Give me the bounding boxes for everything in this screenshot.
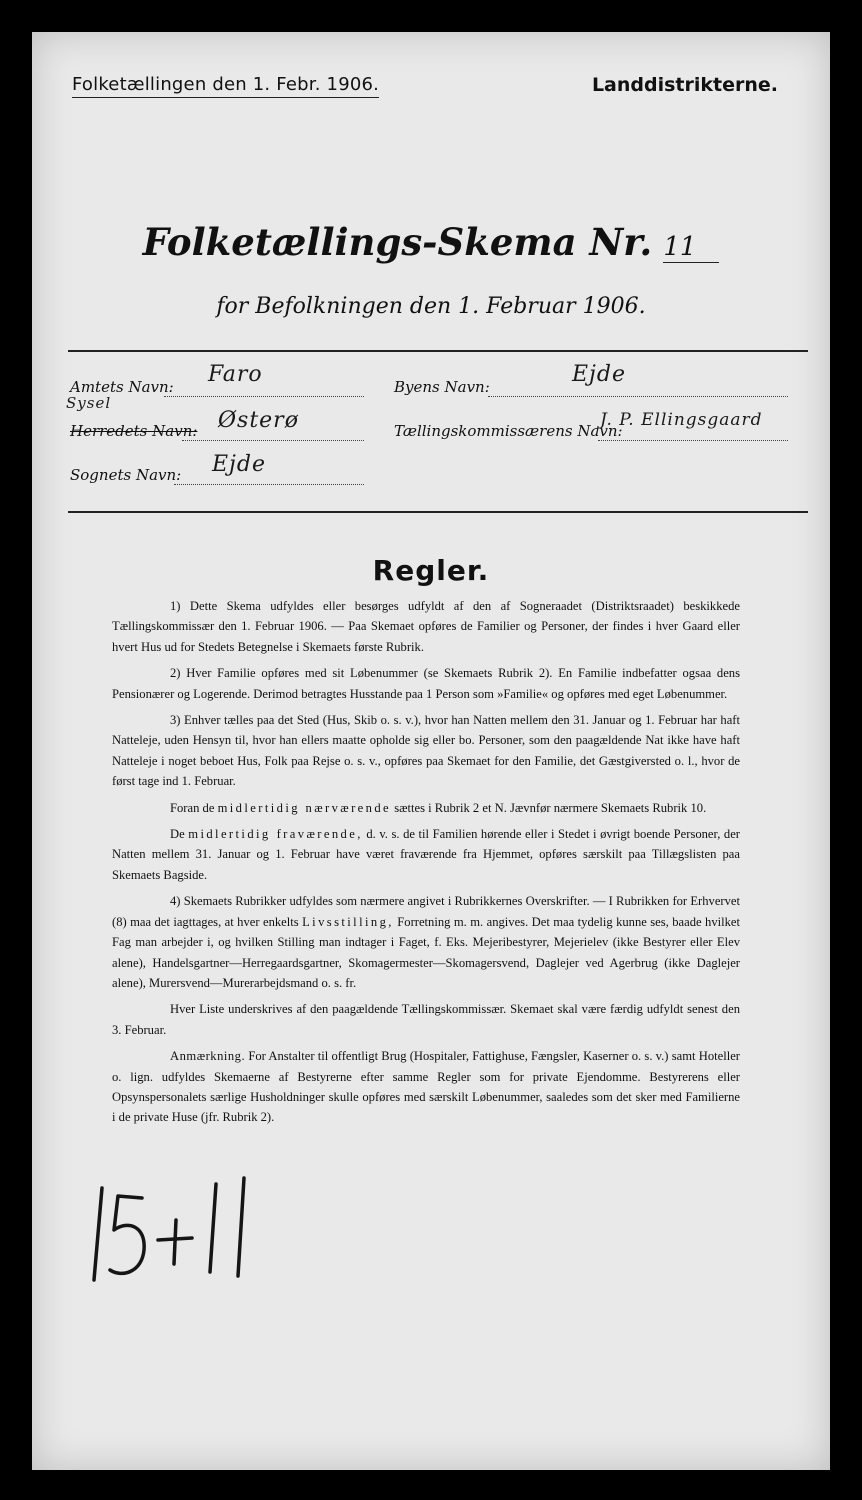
- rule-3-note-absent: [112, 824, 740, 885]
- rule-3: 3) Enhver tælles paa det Sted (Hus, Skib o. s. v.), hvor han Natten mellem den 31. Januar og 1. Februar har haft Natteleje, uden Hensyn til, hvor han ellers maatte opholde sig eller bo. Personer, som den paagældende Nat ikke have haft Natteleje i noget beboet Hus, Folk paa Rejse o. s. v., opføres paa Skemaet for den Familie, det Gæstgiversted o. l., hvor de først tage ind 1. Februar.: [112, 713, 740, 789]
- rules-text: [112, 596, 740, 1134]
- rule-2: 2) Hver Familie opføres med sit Løbenummer (se Skemaets Rubrik 2). En Familie indbefatter ogsaa dens Pensionærer og Logerende. Derimod betragtes Husstande paa 1 Person som »Familie« og opføres med eget Løbenummer.: [112, 666, 740, 701]
- herred-value: Østerø: [218, 408, 299, 433]
- rules-note-lead: Anmærkning.: [170, 1049, 246, 1064]
- amt-label: Amtets Navn:: [70, 378, 174, 396]
- handwritten-number-mark: [88, 1168, 288, 1288]
- amt-field[interactable]: [164, 376, 364, 397]
- rules-note: [112, 1046, 740, 1128]
- district-type-header: Landdistrikterne.: [591, 74, 778, 96]
- rule-4-a: 4) Skemaets Rubrikker udfyldes som nærmere angivet i Rubrikkernes Overskrifter. — I Rubrikken for Erhvervet (8) maa det iagttages, at hver enkelts: [112, 894, 740, 929]
- schema-number-field[interactable]: 11: [663, 232, 719, 263]
- rule-4-spaced: Livsstilling,: [302, 914, 394, 929]
- by-value: Ejde: [572, 362, 626, 387]
- rule-3-note-present-a: Foran de: [170, 800, 215, 815]
- amt-value: Faro: [208, 362, 263, 387]
- rule-4-b: Forretning m. m. angives. Det maa tydelig kunne ses, baade hvilket Fag man arbejder i, og hvilken Stilling man indtager i Faget, f. Eks. Mejeribestyrer, Mejerielev (ikke Bestyrer eller Elev alene), Handelsgartner—Herregaardsgartner, Skomagermester—Skomagersvend, Daglejer ved Agerbrug (ikke Daglejer alene), Murersvend—Murerarbejdsmand o. s. fr.: [112, 914, 741, 990]
- sogn-value: Ejde: [212, 452, 266, 477]
- rule-3-note-absent-b: d. v. s. de til Familien hørende eller i Stedet i øvrigt boende Personer, der Natten mellem 31. Januar og 1. Februar have været fraværende fra Hjemmet, opføres særskilt paa Tillægslisten paa Skemaets Bagside.: [112, 827, 740, 882]
- rule-3-note-absent-spaced: midlertidig fraværende,: [188, 827, 363, 842]
- kommissaer-label: Tællingskommissærens Navn:: [394, 422, 623, 440]
- form-title: Folketællings-Skema Nr.: [142, 220, 653, 264]
- rule-3-note-present-b: sættes i Rubrik 2 et N. Jævnfør nærmere Skemaets Rubrik 10.: [394, 800, 707, 815]
- rules-note-text: For Anstalter til offentligt Brug (Hospitaler, Fattighuse, Fængsler, Kaserner o. s. v.) samt Hoteller o. lign. udfyldes Skemaerne af Bestyrerne efter samme Regler som for private Ejendomme. Bestyrerens eller Opsynspersonalets særlige Husholdninger skulle opføres med særskilt Løbenummer, saaledes som det sker med Familierne i de private Huse (jfr. Rubrik 2).: [112, 1049, 740, 1125]
- rule-4: [112, 891, 740, 993]
- census-date-header: Folketællingen den 1. Febr. 1906.: [72, 74, 379, 98]
- rules-title: Regler.: [372, 554, 490, 587]
- census-form-page: [32, 32, 830, 1470]
- fields-divider: [68, 511, 808, 513]
- sogn-field[interactable]: [174, 464, 364, 485]
- rule-3-note-absent-a: De: [170, 827, 185, 842]
- by-field[interactable]: [488, 376, 788, 397]
- rule-3-note-present-spaced: midlertidig nærværende: [217, 800, 392, 815]
- kommissaer-value: J. P. Ellingsgaard: [600, 410, 763, 430]
- herred-correction: Sysel: [66, 394, 112, 412]
- sogn-label: Sognets Navn:: [70, 466, 182, 484]
- herred-label: Herredets Navn:: [70, 422, 198, 440]
- form-title-block: [32, 220, 830, 264]
- rule-3-note-present: [112, 798, 740, 818]
- form-subtitle: for Befolkningen den 1. Februar 1906.: [216, 294, 646, 319]
- rule-signature: Hver Liste underskrives af den paagældende Tællingskommissær. Skemaet skal være færdig udfyldt senest den 3. Februar.: [112, 1002, 740, 1037]
- rule-1: 1) Dette Skema udfyldes eller besørges udfyldt af den af Sogneraadet (Distriktsraadet) beskikkede Tællingskommissær den 1. Februar 1906. — Paa Skemaet opføres de Familier og Personer, der findes i hver Gaard eller hvert Hus ud for Stedets Betegnelse i Skemaets første Rubrik.: [112, 599, 740, 654]
- top-divider: [68, 350, 808, 352]
- by-label: Byens Navn:: [394, 378, 490, 396]
